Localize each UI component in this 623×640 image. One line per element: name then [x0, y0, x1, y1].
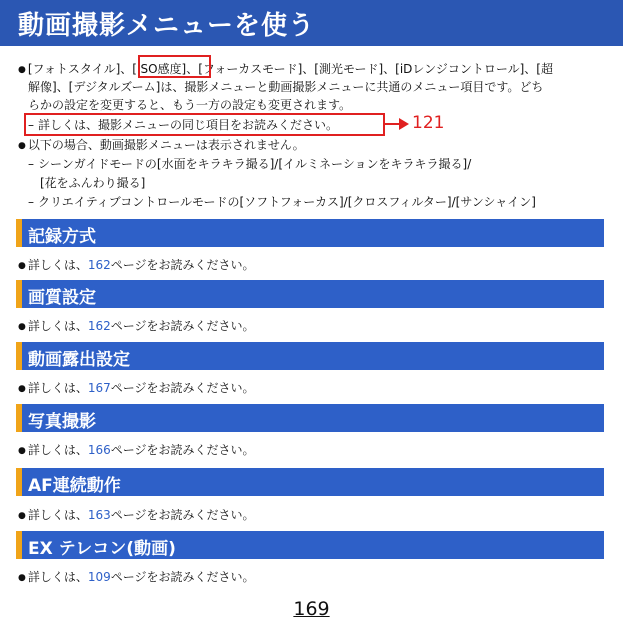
section-ref-photo [18, 441, 255, 461]
section-ref-exposure [18, 379, 255, 399]
notes-line-2-text: シーンガイドモードの[水面をキラキラ撮る]/[イルミネーションをキラキラ撮る]/ [38, 157, 472, 171]
notes-line-3: [花をふんわり撮る] [40, 176, 146, 190]
notes-line-2: – シーンガイドモードの[水面をキラキラ撮る]/[イルミネーションをキラキラ撮る]/ [28, 157, 472, 171]
ref-suffix: ページをお読みください。 [110, 508, 255, 522]
ref-prefix: 詳しくは、 [27, 508, 88, 522]
ref-suffix: ページをお読みください。 [110, 381, 255, 395]
section-ref-af-continuous [18, 506, 255, 526]
section-title-ex-teleconverter: EX テレコン(動画) [28, 539, 176, 559]
section-bar-ex-teleconverter [16, 531, 604, 559]
section-title-af-continuous: AF連続動作 [28, 476, 121, 496]
page-link-167[interactable]: 167 [87, 381, 111, 395]
ref-suffix: ページをお読みください。 [110, 258, 255, 272]
notes-line-1: ● 以下の場合、動画撮影メニューは表示されません。 [18, 136, 305, 156]
section-bar-af-continuous [16, 468, 604, 496]
intro-line-2: 解像]、[デジタルズーム]は、撮影メニューと動画撮影メニューに共通のメニュー項目です。どち [28, 80, 544, 94]
intro-line-4: – 詳しくは、撮影メニューの同じ項目をお読みください。 [28, 118, 339, 132]
page-link-162b[interactable]: 162 [87, 319, 111, 333]
ref-suffix: ページをお読みください。 [110, 443, 255, 457]
section-bar-quality [16, 280, 604, 308]
section-title-photo: 写真撮影 [28, 412, 96, 432]
ref-prefix: 詳しくは、 [27, 319, 88, 333]
page-link-163[interactable]: 163 [87, 508, 111, 522]
annotation-page-ref: 121 [412, 113, 445, 133]
ref-suffix: ページをお読みください。 [110, 319, 255, 333]
ref-prefix: 詳しくは、 [27, 381, 88, 395]
intro-text-a: [フォトスタイル]、 [27, 62, 133, 76]
intro-line-1 [18, 60, 553, 80]
section-title-quality: 画質設定 [28, 288, 96, 308]
section-ref-recording-format [18, 256, 255, 276]
section-bar-recording-format [16, 219, 604, 247]
page-title: 動画撮影メニューを使う [18, 11, 316, 41]
iso-highlight-box [138, 55, 211, 78]
page-link-166[interactable]: 166 [87, 443, 111, 457]
notes-line-4-text: クリエイティブコントロールモードの[ソフトフォーカス]/[クロスフィルター]/[サンシャイン] [38, 195, 536, 209]
intro-text-b: 、[フォーカスモード]、[測光モード]、[iDレンジコントロール]、[超 [186, 62, 553, 76]
notes-line-4: – クリエイティブコントロールモードの[ソフトフォーカス]/[クロスフィルター]/[サンシャイン] [28, 195, 536, 209]
title-bar [0, 0, 623, 46]
ref-suffix: ページをお読みください。 [110, 570, 255, 584]
intro-line-3: らかの設定を変更すると、もう一方の設定も変更されます。 [28, 98, 352, 112]
section-bar-photo [16, 404, 604, 432]
section-bar-exposure [16, 342, 604, 370]
ref-prefix: 詳しくは、 [27, 570, 88, 584]
page-number: 169 [293, 598, 330, 620]
page-link-162a[interactable]: 162 [87, 258, 111, 272]
intro-line-4-text: 詳しくは、撮影メニューの同じ項目をお読みください。 [38, 118, 339, 132]
arrow-head-icon [399, 118, 409, 130]
page-link-109[interactable]: 109 [87, 570, 111, 584]
ref-prefix: 詳しくは、 [27, 443, 88, 457]
section-ref-ex-teleconverter [18, 568, 255, 588]
ref-prefix: 詳しくは、 [27, 258, 88, 272]
section-title-exposure: 動画露出設定 [28, 350, 130, 370]
section-ref-quality [18, 317, 255, 337]
reference-highlight-box [24, 113, 385, 136]
section-title-recording-format: 記録方式 [28, 227, 96, 247]
iso-label: [ISO感度] [132, 62, 187, 76]
